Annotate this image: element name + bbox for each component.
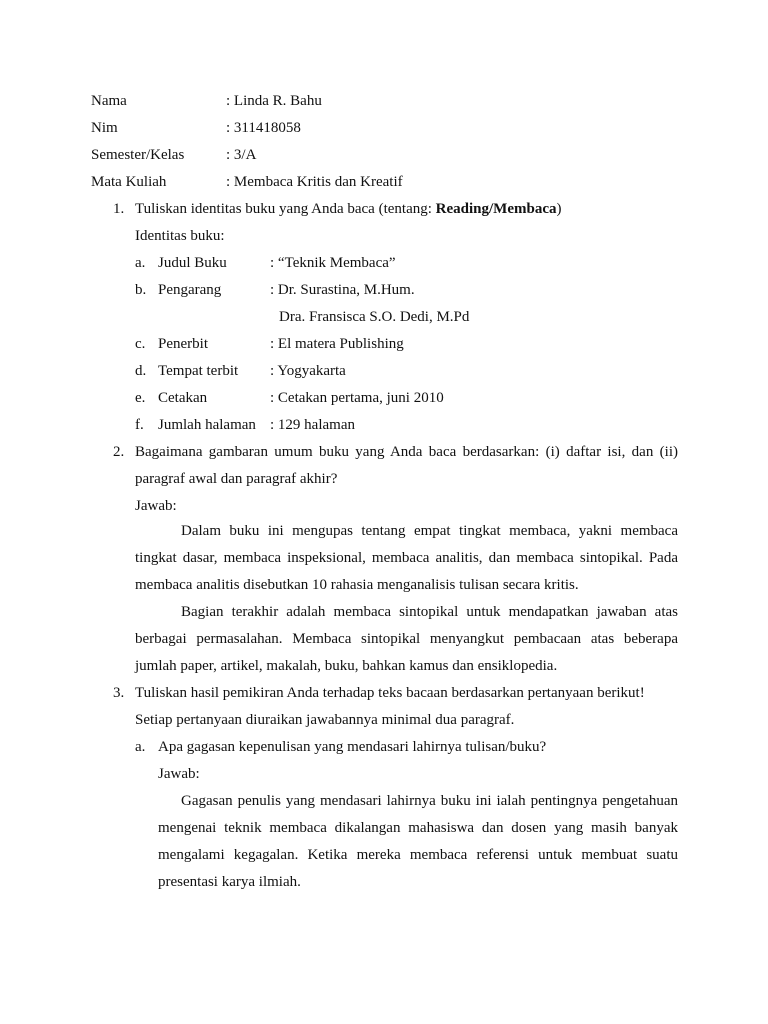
q3a-answer-line: presentasi karya ilmiah.: [158, 874, 301, 890]
matkul-value: : Membaca Kritis dan Kreatif: [226, 174, 403, 190]
q2-answer-line: berbagai permasalahan. Membaca sintopikal menyangkut pembacaan atas beberapa: [135, 631, 678, 647]
q3-question-line: Setiap pertanyaan diuraikan jawabannya minimal dua paragraf.: [135, 712, 515, 728]
item-label: Judul Buku: [158, 255, 227, 271]
item-value: : El matera Publishing: [270, 336, 404, 352]
q2-answer-line: tingkat dasar, membaca inspeksional, membaca analitis, dan membaca sintopikal. Pada: [135, 550, 678, 566]
item-label: Cetakan: [158, 390, 208, 406]
item-value: : Dr. Surastina, M.Hum.: [270, 282, 415, 298]
q3a-answer-line: mengenai teknik membaca dikalangan mahasiswa dan dosen yang masih banyak: [158, 820, 678, 836]
q3a-jawab-label: Jawab:: [158, 766, 200, 782]
q3a-answer-line: mengalami kegagalan. Ketika mereka membaca referensi untuk membuat suatu: [158, 847, 678, 863]
item-label: Jumlah halaman: [158, 417, 256, 433]
q3a-letter: a.: [135, 739, 146, 755]
q2-answer-line: jumlah paper, artikel, makalah, buku, bahkan kamus dan ensiklopedia.: [135, 658, 558, 674]
item-letter: f.: [135, 417, 144, 433]
q2-question-line: paragraf awal dan paragraf akhir?: [135, 471, 338, 487]
item-letter: b.: [135, 282, 147, 298]
item-label: Penerbit: [158, 336, 208, 352]
semester-value: : 3/A: [226, 147, 257, 163]
item-label: Tempat terbit: [158, 363, 239, 379]
q3a-question: Apa gagasan kepenulisan yang mendasari lahirnya tulisan/buku?: [158, 739, 547, 755]
q3a-answer-line: Gagasan penulis yang mendasari lahirnya buku ini ialah pentingnya pengetahuan: [181, 793, 678, 809]
q2-question-line: Bagaimana gambaran umum buku yang Anda baca berdasarkan: (i) daftar isi, dan (ii): [135, 444, 678, 460]
item-letter: d.: [135, 363, 147, 379]
nama-label: Nama: [91, 93, 127, 109]
nim-label: Nim: [91, 120, 118, 136]
q3-question-line: Tuliskan hasil pemikiran Anda terhadap teks bacaan berdasarkan pertanyaan berikut!: [135, 685, 645, 701]
q1-text-end: ): [556, 201, 562, 217]
item-letter: c.: [135, 336, 146, 352]
item-letter: a.: [135, 255, 146, 271]
semester-label: Semester/Kelas: [91, 147, 185, 163]
nim-value: : 311418058: [226, 120, 301, 136]
item-value: : Yogyakarta: [270, 363, 346, 379]
item-value-continued: Dra. Fransisca S.O. Dedi, M.Pd: [279, 309, 470, 325]
q1-number: 1.: [113, 201, 125, 217]
q1-question: [135, 199, 561, 219]
q2-answer-line: Bagian terakhir adalah membaca sintopikal untuk mendapatkan jawaban atas: [181, 604, 678, 620]
item-label: Pengarang: [158, 282, 222, 298]
item-value: : 129 halaman: [270, 417, 355, 433]
item-value: : Cetakan pertama, juni 2010: [270, 390, 444, 406]
q2-jawab-label: Jawab:: [135, 498, 177, 514]
identitas-label: Identitas buku:: [135, 228, 225, 244]
matkul-label: Mata Kuliah: [91, 174, 167, 190]
q1-text: Tuliskan identitas buku yang Anda baca (tentang:: [135, 201, 436, 217]
q2-answer-line: membaca analitis disebutkan 10 rahasia menganalisis tulisan secara kritis.: [135, 577, 579, 593]
item-letter: e.: [135, 390, 146, 406]
nama-value: : Linda R. Bahu: [226, 93, 322, 109]
q2-number: 2.: [113, 444, 125, 460]
q3-number: 3.: [113, 685, 125, 701]
q1-bold-text: Reading/Membaca: [435, 201, 557, 217]
item-value: : “Teknik Membaca”: [270, 255, 396, 271]
q2-answer-line: Dalam buku ini mengupas tentang empat tingkat membaca, yakni membaca: [181, 523, 678, 539]
